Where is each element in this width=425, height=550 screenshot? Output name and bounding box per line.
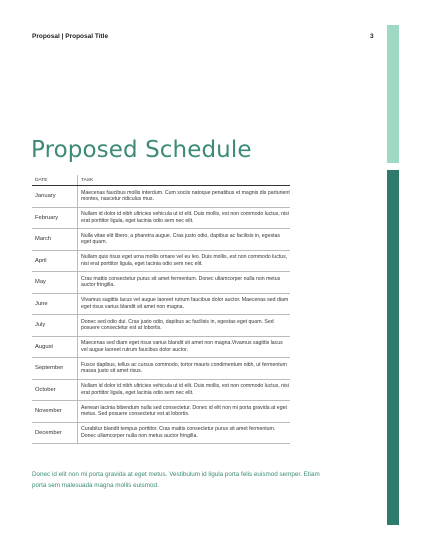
table-row xyxy=(32,186,290,208)
table-row xyxy=(32,336,290,358)
task-cell: Cras mattis consectetur purus sit amet fermentum. Donec ullamcorper nulla non metus auctor fringilla. xyxy=(78,272,291,294)
table-row xyxy=(32,379,290,401)
task-cell: Curabitur blandit tempus porttitor. Cras mattis consectetur purus sit amet fermentum. Donec ullamcorper nulla non metus auctor fringilla. xyxy=(78,422,291,444)
table-row xyxy=(32,358,290,380)
month-cell: February xyxy=(32,207,78,229)
task-cell: Nullam id dolor id nibh ultricies vehicula ut id elit. Duis mollis, est non commodo luctus, nisi erat porttitor ligula, eget lacinia odio sem nec elit. xyxy=(78,207,291,229)
page-header-title: Proposal | Proposal Title xyxy=(32,33,109,40)
table-row xyxy=(32,250,290,272)
table-row xyxy=(32,272,290,294)
month-cell: September xyxy=(32,358,78,380)
schedule-table xyxy=(32,175,290,444)
table-row xyxy=(32,207,290,229)
accent-bar-dark xyxy=(387,170,399,525)
table-row xyxy=(32,229,290,251)
task-cell: Fusce dapibus, tellus ac cursus commodo, tortor mauris condimentum nibh, ut fermentum massa justo sit amet risus. xyxy=(78,358,291,380)
month-cell: April xyxy=(32,250,78,272)
month-cell: July xyxy=(32,315,78,337)
month-cell: January xyxy=(32,186,78,208)
section-title: Proposed Schedule xyxy=(31,137,252,164)
month-cell: December xyxy=(32,422,78,444)
month-cell: May xyxy=(32,272,78,294)
month-cell: November xyxy=(32,401,78,423)
accent-bar-light xyxy=(387,25,399,163)
month-cell: March xyxy=(32,229,78,251)
task-cell: Nullam id dolor id nibh ultricies vehicula ut id elit. Duis mollis, est non commodo luctus, nisi erat porttitor ligula, eget lacinia odio sem nec elit. xyxy=(78,379,291,401)
page-number: 3 xyxy=(370,33,374,40)
task-cell: Maecenas sed diam eget risus varius blandit sit amet non magna.Vivamus sagittis lacus vel augue laoreet rutrum faucibus dolor auctor. xyxy=(78,336,291,358)
footer-paragraph: Donec id elit non mi porta gravida at eget metus. Vestibulum id ligula porta felis euismod semper. Etiam porta sem malesuada magna mollis euismod. xyxy=(32,471,320,489)
task-cell: Nulla vitae elit libero, a pharetra augue. Cras justo odio, dapibus ac facilisis in, egestas eget quam. xyxy=(78,229,291,251)
task-cell: Donec sed odio dui. Cras justo odio, dapibus ac facilisis in, egestas eget quam. Sed posuere consectetur est at lobortis. xyxy=(78,315,291,337)
month-cell: June xyxy=(32,293,78,315)
task-cell: Maecenas faucibus mollis interdum. Cum sociis natoque penatibus et magnis dis parturient montes, nascetur ridiculus mus. xyxy=(78,186,291,208)
column-header-task: TASK xyxy=(78,175,291,186)
table-header-row xyxy=(32,175,290,186)
task-cell: Aenean lacinia bibendum nulla sed consectetur. Donec id elit non mi porta gravida at eget metus. Sed posuere consectetur est at lobortis. xyxy=(78,401,291,423)
month-cell: October xyxy=(32,379,78,401)
column-header-date: DATE xyxy=(32,175,78,186)
task-cell: Nullam quis risus eget urna mollis ornare vel eu leo. Duis mollis, est non commodo luctus, nisi erat porttitor ligula, eget lacinia odio sem nec elit. xyxy=(78,250,291,272)
task-cell: Vivamus sagittis lacus vel augue laoreet rutrum faucibus dolor auctor. Maecenas sed diam eget risus varius blandit sit amet non magna. xyxy=(78,293,291,315)
table-row xyxy=(32,293,290,315)
table-row xyxy=(32,401,290,423)
table-row xyxy=(32,315,290,337)
table-row xyxy=(32,422,290,444)
month-cell: August xyxy=(32,336,78,358)
